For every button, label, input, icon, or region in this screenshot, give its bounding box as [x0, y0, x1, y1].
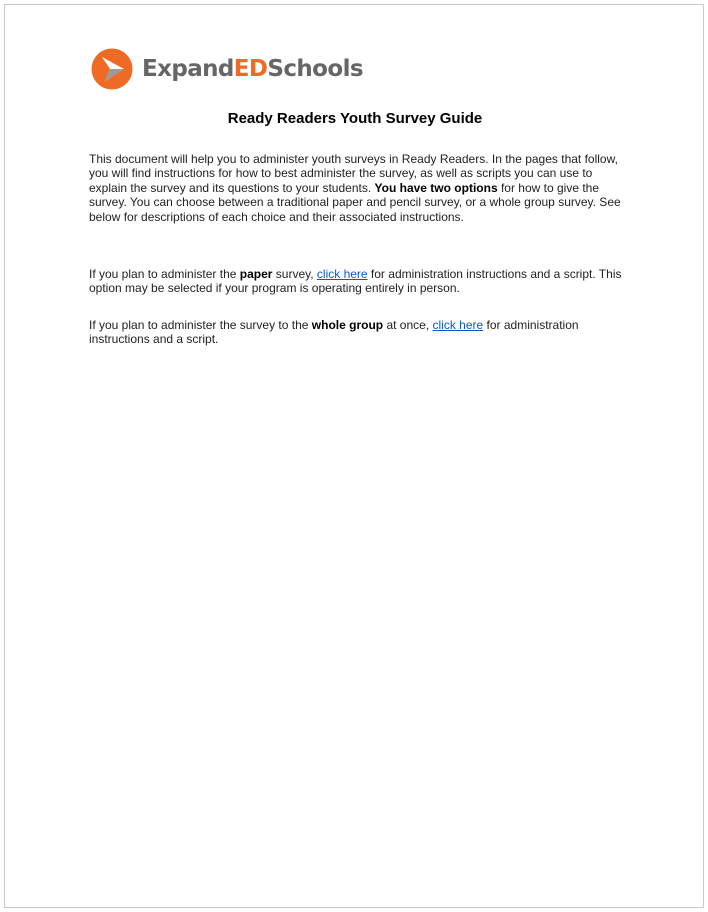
paper-text-3: for administration instructions and a script. This option may be selected if your program is operating entirely in person.	[89, 267, 622, 296]
group-click-here-link[interactable]: click here	[432, 318, 484, 332]
logo-text-schools: Schools	[267, 55, 363, 82]
intro-paragraph	[89, 152, 625, 224]
paper-text-1: If you plan to administer the	[89, 267, 240, 281]
logo-arrow-icon	[91, 48, 133, 90]
paper-bold: paper	[239, 267, 273, 281]
paper-click-here-link[interactable]: click here	[316, 267, 368, 281]
paper-text-2: survey,	[272, 267, 317, 281]
group-bold: whole group	[311, 318, 384, 332]
group-text-1: If you plan to administer the survey to the	[89, 318, 312, 332]
group-text-3: for administration instructions and a script.	[89, 318, 579, 347]
intro-text-2: for how to give the survey. You can choose between a traditional paper and pencil survey, or a whole group survey. See below for descriptions of each choice and their associated instructions.	[89, 180, 621, 224]
group-text-2: at once,	[383, 318, 433, 332]
intro-bold: You have two options	[374, 180, 498, 195]
logo-wordmark	[142, 55, 363, 82]
intro-text-1: This document will help you to administer youth surveys in Ready Readers. In the pages that follow, you will find instructions for how to best administer the survey, as well as scripts you can use to explain the survey and its questions to your students.	[89, 152, 618, 195]
paper-option-paragraph	[89, 267, 625, 296]
expandedschools-logo	[91, 48, 363, 90]
logo-text-expand: Expand	[142, 55, 234, 82]
document-title: Ready Readers Youth Survey Guide	[227, 110, 483, 127]
group-option-paragraph	[89, 318, 625, 347]
document-page	[4, 4, 704, 908]
logo-text-ed: ED	[233, 55, 268, 82]
